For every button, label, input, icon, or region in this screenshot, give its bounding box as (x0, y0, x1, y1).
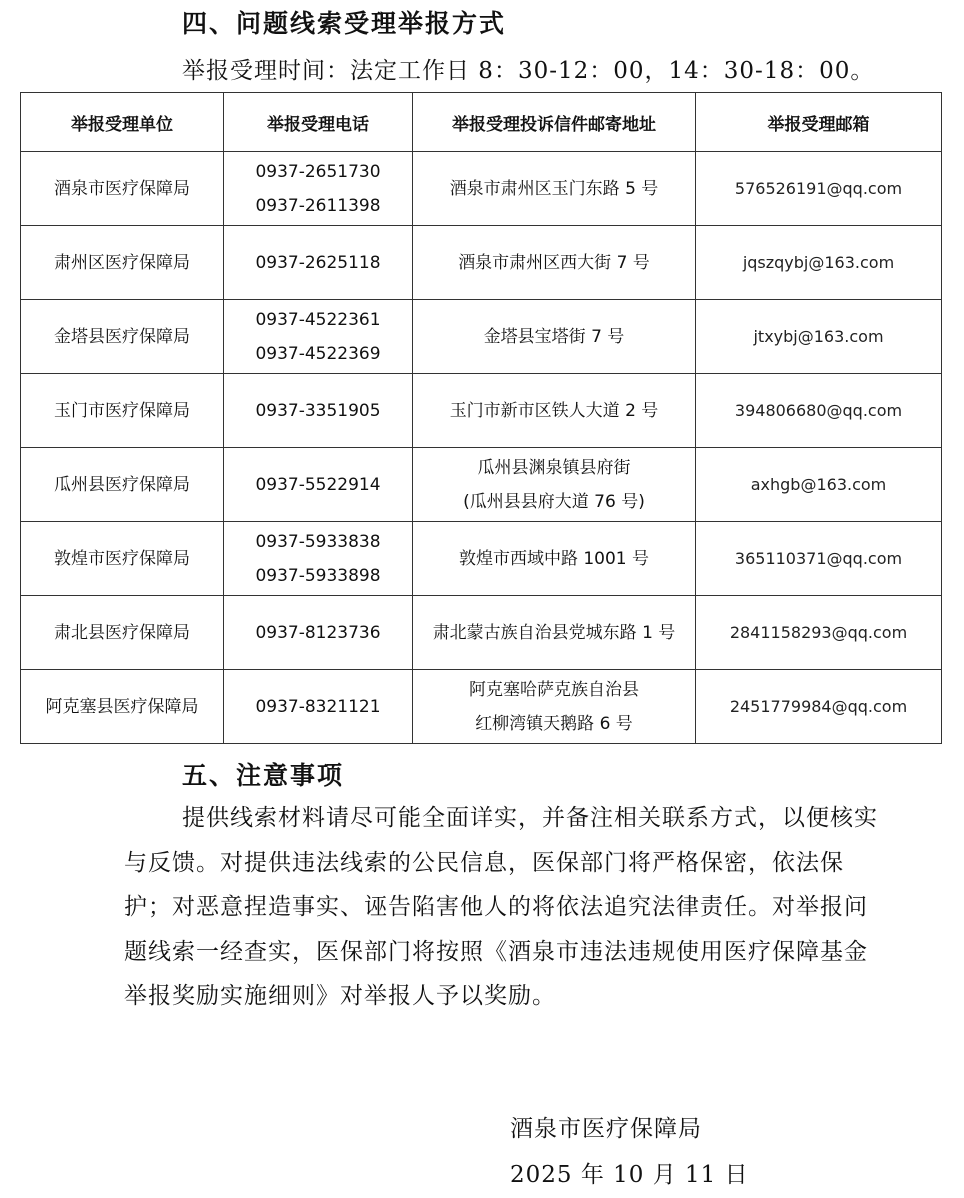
header-address: 举报受理投诉信件邮寄地址 (413, 93, 696, 152)
section-4-heading: 四、问题线索受理举报方式 (182, 9, 507, 38)
table-row (21, 448, 942, 522)
phone-number: 0937-5933838 (255, 531, 381, 552)
unit-cell: 阿克塞县医疗保障局 (21, 670, 224, 744)
address-line: (瓜州县县府大道 76 号) (463, 491, 645, 512)
email-cell: 365110371@qq.com (696, 522, 942, 596)
notice-paragraph: 提供线索材料请尽可能全面详实，并备注相关联系方式，以便核实与反馈。对提供违法线索的公民信息，医保部门将严格保密，依法保护；对恶意捏造事实、诬告陷害他人的将依法追究法律责任。对举报问题线索一经查实，医保部门将按照《酒泉市违法违规使用医疗保障基金举报奖励实施细则》对举报人予以奖励。 (124, 805, 878, 1009)
table-row (21, 374, 942, 448)
contact-table (20, 92, 942, 744)
table-row (21, 596, 942, 670)
reporting-hours: 举报受理时间：法定工作日 8：30-12：00，14：30-18：00。 (182, 58, 875, 84)
address-line: 金塔县宝塔街 7 号 (483, 326, 625, 347)
email-cell: 2451779984@qq.com (696, 670, 942, 744)
address-line: 酒泉市肃州区玉门东路 5 号 (449, 178, 659, 199)
address-cell (413, 670, 696, 744)
email-cell: jqszqybj@163.com (696, 226, 942, 300)
table-header-row (21, 93, 942, 152)
phone-cell (224, 374, 413, 448)
phone-cell (224, 152, 413, 226)
address-line: 阿克塞哈萨克族自治县 (469, 679, 639, 700)
header-email: 举报受理邮箱 (696, 93, 942, 152)
address-line: 瓜州县渊泉镇县府街 (477, 457, 631, 478)
unit-cell: 肃州区医疗保障局 (21, 226, 224, 300)
phone-cell (224, 226, 413, 300)
phone-cell (224, 596, 413, 670)
unit-cell: 敦煌市医疗保障局 (21, 522, 224, 596)
header-phone: 举报受理电话 (224, 93, 413, 152)
phone-number: 0937-4522361 (255, 309, 381, 330)
address-cell (413, 152, 696, 226)
header-unit: 举报受理单位 (21, 93, 224, 152)
unit-cell: 酒泉市医疗保障局 (21, 152, 224, 226)
phone-number: 0937-8321121 (255, 696, 381, 717)
table-row (21, 670, 942, 744)
phone-cell (224, 448, 413, 522)
phone-number: 0937-2625118 (255, 252, 381, 273)
phone-number: 0937-2611398 (255, 195, 381, 216)
email-cell: 576526191@qq.com (696, 152, 942, 226)
table-row (21, 226, 942, 300)
email-cell: axhgb@163.com (696, 448, 942, 522)
address-line: 酒泉市肃州区西大街 7 号 (458, 252, 650, 273)
address-line: 肃北蒙古族自治县党城东路 1 号 (432, 622, 676, 643)
address-cell (413, 596, 696, 670)
phone-number: 0937-5933898 (255, 565, 381, 586)
unit-cell: 金塔县医疗保障局 (21, 300, 224, 374)
phone-cell (224, 300, 413, 374)
phone-cell (224, 522, 413, 596)
signature-date: 2025 年 10 月 11 日 (510, 1162, 749, 1188)
table-row (21, 522, 942, 596)
section-5-heading: 五、注意事项 (182, 761, 345, 790)
phone-number: 0937-2651730 (255, 161, 381, 182)
table-row (21, 152, 942, 226)
address-cell (413, 522, 696, 596)
address-cell (413, 448, 696, 522)
phone-number: 0937-8123736 (255, 622, 381, 643)
address-cell (413, 300, 696, 374)
signature-org: 酒泉市医疗保障局 (510, 1116, 702, 1142)
email-cell: jtxybj@163.com (696, 300, 942, 374)
address-line: 玉门市新市区铁人大道 2 号 (449, 400, 659, 421)
unit-cell: 肃北县医疗保障局 (21, 596, 224, 670)
address-cell (413, 226, 696, 300)
phone-number: 0937-3351905 (255, 400, 381, 421)
email-cell: 394806680@qq.com (696, 374, 942, 448)
unit-cell: 瓜州县医疗保障局 (21, 448, 224, 522)
email-cell: 2841158293@qq.com (696, 596, 942, 670)
table-row (21, 300, 942, 374)
address-line: 敦煌市西域中路 1001 号 (458, 548, 650, 569)
address-line: 红柳湾镇天鹅路 6 号 (475, 713, 633, 734)
unit-cell: 玉门市医疗保障局 (21, 374, 224, 448)
address-cell (413, 374, 696, 448)
phone-number: 0937-4522369 (255, 343, 381, 364)
phone-number: 0937-5522914 (255, 474, 381, 495)
phone-cell (224, 670, 413, 744)
notice-body (124, 796, 884, 1019)
